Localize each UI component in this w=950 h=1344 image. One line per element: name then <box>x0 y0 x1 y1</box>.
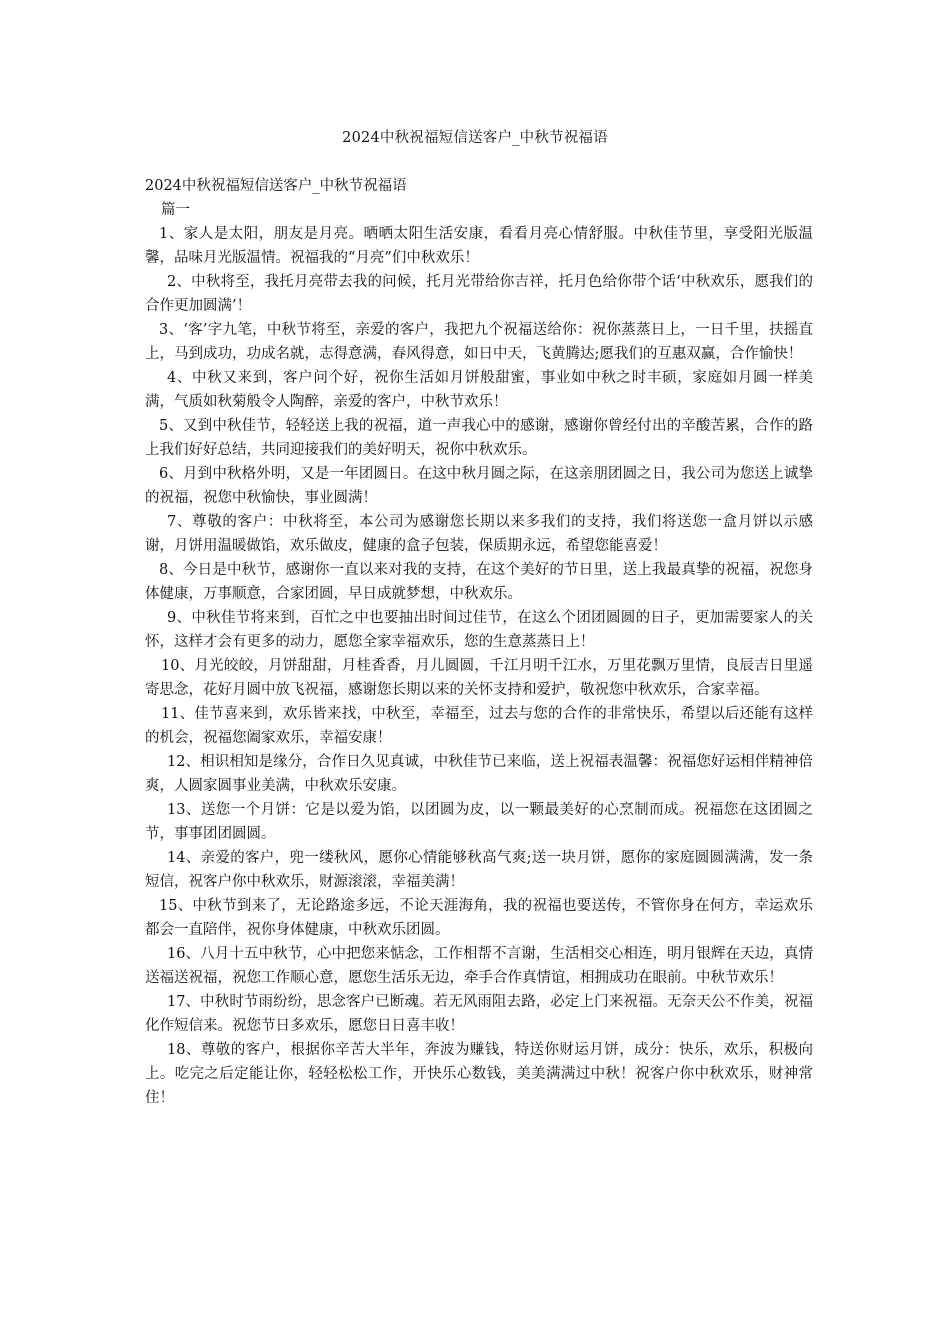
greeting-item: 4、中秋又来到，客户问个好，祝你生活如月饼般甜蜜，事业如中秋之时丰硕，家庭如月圆一样美满，气质如秋菊般令人陶醉，亲爱的客户，中秋节欢乐！ <box>145 370 813 410</box>
greeting-item: 5、又到中秋佳节，轻轻送上我的祝福，道一声我心中的感谢，感谢你曾经付出的辛酸苦累，合作的路上我们好好总结，共同迎接我们的美好明天，祝你中秋欢乐。 <box>145 418 813 458</box>
greeting-item: 11、佳节喜来到，欢乐皆来找，中秋至，幸福至，过去与您的合作的非常快乐，希望以后还能有这样的机会，祝福您阖家欢乐，幸福安康！ <box>145 706 813 746</box>
document-subtitle: 2024中秋祝福短信送客户_中秋节祝福语 <box>145 178 407 194</box>
greeting-item: 8、今日是中秋节，感谢你一直以来对我的支持，在这个美好的节日里，送上我最真挚的祝福，祝您身体健康，万事顺意，合家团圆，早日成就梦想，中秋欢乐。 <box>145 562 813 602</box>
greeting-item: 14、亲爱的客户，兜一缕秋风，愿你心情能够秋高气爽;送一块月饼，愿你的家庭圆圆满满，发一条短信，祝客户你中秋欢乐，财源滚滚，幸福美满！ <box>145 850 813 890</box>
greeting-item: 16、八月十五中秋节，心中把您来惦念，工作相帮不言谢，生活相交心相连，明月银辉在天边，真情送福送祝福，祝您工作顺心意，愿您生活乐无边，牵手合作真情谊，相拥成功在眼前。中秋节欢乐！ <box>145 946 813 986</box>
greeting-item: 9、中秋佳节将来到，百忙之中也要抽出时间过佳节，在这么个团团圆圆的日子，更加需要家人的关怀，这样才会有更多的动力，愿您全家幸福欢乐，您的生意蒸蒸日上！ <box>145 610 813 650</box>
greeting-item: 6、月到中秋格外明，又是一年团圆日。在这中秋月圆之际，在这亲朋团圆之日，我公司为您送上诚挚的祝福，祝您中秋愉快，事业圆满！ <box>145 466 813 506</box>
greeting-item: 7、尊敬的客户：中秋将至，本公司为感谢您长期以来多我们的支持，我们将送您一盒月饼以示感谢，月饼用温暖做馅，欢乐做皮，健康的盒子包装，保质期永远，希望您能喜爱！ <box>145 514 813 554</box>
greeting-item: 13、送您一个月饼：它是以爱为馅，以团圆为皮，以一颗最美好的心烹制而成。祝福您在这团圆之节，事事团团圆圆。 <box>145 802 813 842</box>
greeting-item: 10、月光皎皎，月饼甜甜，月桂香香，月儿圆圆，千江月明千江水，万里花飘万里情，良辰吉日里遥寄思念，花好月圆中放飞祝福，感谢您长期以来的关怀支持和爱护，敬祝您中秋欢乐，合家幸福。 <box>145 658 813 698</box>
section-heading: 篇一 <box>161 202 190 218</box>
greeting-item: 15、中秋节到来了，无论路途多远，不论天涯海角，我的祝福也要送传，不管你身在何方，幸运欢乐都会一直陪伴，祝你身体健康，中秋欢乐团圆。 <box>145 898 813 938</box>
greeting-item: 2、中秋将至，我托月亮带去我的问候，托月光带给你吉祥，托月色给你带个话‘中秋欢乐，愿我们的合作更加圆满’！ <box>145 274 813 314</box>
greeting-item: 1、家人是太阳，朋友是月亮。晒晒太阳生活安康，看看月亮心情舒服。中秋佳节里，享受阳光版温馨，品味月光版温情。祝福我的“月亮”们中秋欢乐！ <box>145 226 813 266</box>
document-title: 2024中秋祝福短信送客户_中秋节祝福语 <box>342 130 608 146</box>
greeting-item: 17、中秋时节雨纷纷，思念客户已断魂。若无风雨阻去路，必定上门来祝福。无奈天公不作美，祝福化作短信来。祝您节日多欢乐，愿您日日喜丰收！ <box>145 994 813 1034</box>
document-body <box>145 174 813 1110</box>
greeting-item: 3、‘客’字九笔，中秋节将至，亲爱的客户，我把九个祝福送给你：祝你蒸蒸日上，一日千里，扶摇直上，马到成功，功成名就，志得意满，春风得意，如日中天，飞黄腾达;愿我们的互惠双赢，合作愉快！ <box>145 322 813 362</box>
greeting-item: 12、相识相知是缘分，合作日久见真诚，中秋佳节已来临，送上祝福表温馨：祝福您好运相伴精神倍爽，人圆家圆事业美满，中秋欢乐安康。 <box>145 754 813 794</box>
greeting-item: 18、尊敬的客户，根据你辛苦大半年，奔波为赚钱，特送你财运月饼，成分：快乐，欢乐，积极向上。吃完之后定能让你，轻轻松松工作，开快乐心数钱，美美满满过中秋！祝客户你中秋欢乐，财神常住！ <box>145 1042 813 1106</box>
